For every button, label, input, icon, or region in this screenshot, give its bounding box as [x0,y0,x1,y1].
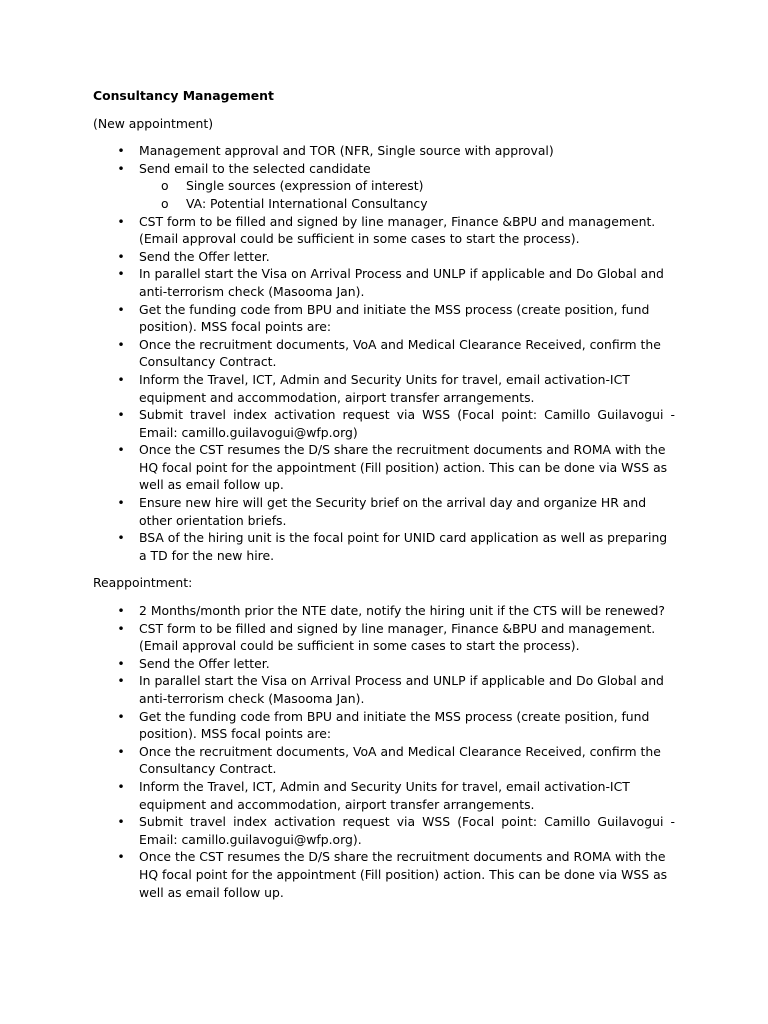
list-item-text: Inform the Travel, ICT, Admin and Security Units for travel, email activation-ICT equipment and accommodation, airport transfer arrangements. [139,371,630,405]
bullet-icon: • [117,849,125,865]
document-title: Consultancy Management [93,88,274,103]
list-item [93,848,675,901]
bullet-icon: • [117,743,125,759]
list-item [93,672,675,707]
list-item-text: Get the funding code from BPU and initiate the MSS process (create position, fund position). MSS focal points are: [139,708,650,742]
list-item [93,265,675,300]
list-item-text: Once the recruitment documents, VoA and Medical Clearance Received, confirm the Consultancy Contract. [139,743,661,777]
document-page [93,87,675,911]
bullet-icon: • [117,160,125,176]
new-appointment-label: (New appointment) [93,115,214,131]
list-item-text: CST form to be filled and signed by line manager, Finance &BPU and management. (Email approval could be sufficient in some cases to start the process). [139,620,656,654]
bullet-icon: • [117,442,125,458]
list-item-text: Management approval and TOR (NFR, Single source with approval) [139,143,554,159]
list-item [93,655,675,673]
list-item [93,494,675,529]
list-item [93,336,675,371]
circle-bullet-icon: o [161,195,169,211]
reappointment-label: Reappointment: [93,575,193,591]
bullet-icon: • [117,495,125,511]
list-item [93,371,675,406]
bullet-icon: • [117,371,125,387]
list-item [93,602,675,620]
bullet-icon: • [117,620,125,636]
list-item-text: Send the Offer letter. [139,248,270,264]
bullet-icon: • [117,655,125,671]
list-item [93,160,675,213]
sub-list-item-text: Single sources (expression of interest) [186,178,424,194]
list-item [93,529,675,564]
list-item-text: Send the Offer letter. [139,655,270,671]
sub-list-item-text: VA: Potential International Consultancy [186,195,428,211]
list-item-text: Ensure new hire will get the Security brief on the arrival day and organize HR and other orientation briefs. [139,495,647,528]
list-item-text: Once the CST resumes the D/S share the recruitment documents and ROMA with the HQ focal point for the appointment (Fill position) action. This can be done via WSS as well as email follow up. [139,442,668,493]
list-item [93,406,675,441]
bullet-icon: • [117,603,125,619]
new-appointment-list [93,142,675,564]
bullet-icon: • [117,407,125,423]
list-item [93,778,675,813]
bullet-icon: • [117,708,125,724]
bullet-icon: • [117,143,125,159]
list-item [93,743,675,778]
bullet-icon: • [117,814,125,830]
bullet-icon: • [117,673,125,689]
list-item [93,248,675,266]
list-item [93,708,675,743]
sub-list-item [139,195,675,213]
bullet-icon: • [117,336,125,352]
bullet-icon: • [117,213,125,229]
list-item-text: Submit travel index activation request via WSS (Focal point: Camillo Guilavogui -Email: camillo.guilavogui@wfp.org) [139,407,675,440]
list-item-text: CST form to be filled and signed by line manager, Finance &BPU and management. (Email approval could be sufficient in some cases to start the process). [139,213,656,247]
bullet-icon: • [117,301,125,317]
bullet-icon: • [117,530,125,546]
list-item-text: BSA of the hiring unit is the focal point for UNID card application as well as preparing a TD for the new hire. [139,530,668,563]
list-item-text: Once the CST resumes the D/S share the recruitment documents and ROMA with the HQ focal point for the appointment (Fill position) action. This can be done via WSS as well as email follow up. [139,849,668,900]
circle-bullet-icon: o [161,178,169,194]
list-item-text: Get the funding code from BPU and initiate the MSS process (create position, fund position). MSS focal points are: [139,301,650,335]
list-item [93,813,675,848]
list-item-text: Submit travel index activation request via WSS (Focal point: Camillo Guilavogui -Email: camillo.guilavogui@wfp.org). [139,814,675,847]
bullet-icon: • [117,266,125,282]
sub-list-item [139,177,675,195]
list-item-text: 2 Months/month prior the NTE date, notify the hiring unit if the CTS will be renewed? [139,603,665,619]
bullet-icon: • [117,248,125,264]
list-item-text: In parallel start the Visa on Arrival Process and UNLP if applicable and Do Global and anti-terrorism check (Masooma Jan). [139,673,664,706]
list-item [93,213,675,248]
list-item [93,301,675,336]
list-item [93,620,675,655]
candidate-sublist [139,177,675,212]
list-item [93,142,675,160]
list-item-text: In parallel start the Visa on Arrival Process and UNLP if applicable and Do Global and anti-terrorism check (Masooma Jan). [139,266,664,299]
list-item-text: Send email to the selected candidate [139,160,371,176]
reappointment-list [93,602,675,901]
bullet-icon: • [117,778,125,794]
list-item-text: Once the recruitment documents, VoA and Medical Clearance Received, confirm the Consultancy Contract. [139,336,661,370]
list-item [93,441,675,494]
list-item-text: Inform the Travel, ICT, Admin and Security Units for travel, email activation-ICT equipment and accommodation, airport transfer arrangements. [139,778,630,812]
